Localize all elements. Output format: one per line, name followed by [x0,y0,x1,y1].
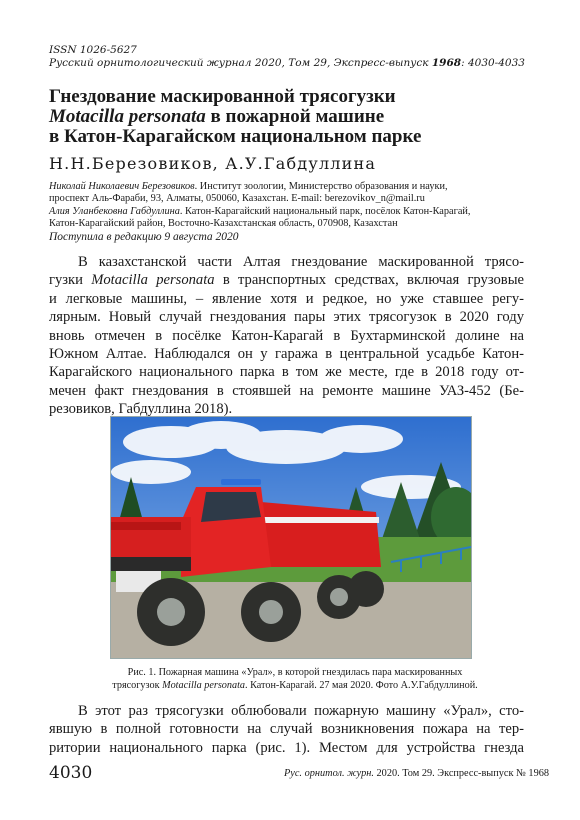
caption-line-1: Рис. 1. Пожарная машина «Урал», в которой гнездилась пара маскированных [127,667,463,678]
text-line [49,271,524,289]
author1-institution: . Институт зоологии, Министерство образования и науки, [194,181,448,192]
title-species: Motacilla personata [49,106,206,127]
text-line: ритории национального парка (рис. 1). Местом для устройства гнезда [49,739,524,756]
fire-truck-photo [110,416,472,659]
author2-institution: . Катон-Карагайский национальный парк, посёлок Катон-Карагай, [179,205,471,217]
journal-prefix: Русский орнитологический журнал 2020, Том 29, Экспресс-выпуск [49,57,432,69]
caption-species: Motacilla personata [162,680,246,691]
title-line-2 [49,107,539,127]
paragraph-2 [49,702,524,757]
journal-citation [49,57,525,70]
text-line: мечен факт гнездования в стоявшей на ремонте машине УАЗ-452 (Бе- [49,382,524,399]
photo-illustration [111,417,471,658]
text-line: явшую в полной готовности на случай возникновения пожара на тер- [49,721,524,738]
title-line-1: Гнездование маскированной трясогузки [49,86,396,107]
text-line: Южном Алтае. Наблюдался он у гаража в центральной усадьбе Катон- [49,346,524,363]
caption-segment: трясогузок [112,680,163,691]
affiliation-line-2: проспект Аль-Фараби, 93, Алматы, 050060, Казахстан. E-mail: berezovikov_n@mail.ru [49,193,425,205]
page-number: 4030 [49,763,93,783]
text-line: Карагайского национального парка в том же месте, где в 2018 году от- [49,364,524,381]
text-line: вновь отмечен в посёлке Катон-Карагай в Бухтарминской долине на [49,327,524,344]
text-segment: гузки [49,272,92,289]
author1-full-name: Николай Николаевич Березовиков [49,181,195,192]
article-title [49,87,539,147]
text-line: резовиков, Габдуллина 2018). [49,401,233,418]
caption-segment: . Катон-Карагай. 27 мая 2020. Фото А.У.Габдуллиной. [245,680,478,691]
authors: Н.Н.Березовиков, А.У.Габдуллина [49,154,377,173]
caption-line-2 [100,679,490,692]
footer-citation [284,768,549,779]
species-name: Motacilla personata [91,272,215,289]
affiliation-line-3 [49,206,539,218]
received-date: Поступила в редакцию 9 августа 2020 [49,231,239,243]
paragraph-1 [49,253,524,419]
title-line-3: в Катон-Карагайском национальном парке [49,126,422,147]
affiliation-line-4: Катон-Карагайский район, Восточно-Казахстанская область, 070908, Казахстан [49,218,398,230]
footer-journal-abbr: Рус. орнитол. журн. [284,768,374,779]
text-line: В казахстанской части Алтая гнездование маскированной трясо- [78,254,524,270]
text-line: лярным. Новый случай гнездования пары этих трясогузок в 2020 году [49,309,524,326]
figure-caption [100,666,490,692]
text-line: и легковые машины, – явление хотя и редкое, но уже ставшее регу- [49,290,524,307]
affiliations [49,181,539,231]
affiliation-line-1 [49,181,539,193]
text-line: В этот раз трясогузки облюбовали пожарную машину «Урал», сто- [78,703,524,719]
title-line-2-rest: в пожарной машине [205,106,385,127]
issn: ISSN 1026-5627 [49,44,137,56]
footer-issue: 2020. Том 29. Экспресс-выпуск № 1968 [373,768,550,779]
issue-number: 1968 [431,57,462,69]
text-segment: в транспортных средствах, включая грузовые [214,272,524,289]
author2-full-name: Алия Уланбековна Габдуллина [49,205,180,217]
page-range: : 4030-4033 [461,57,525,69]
